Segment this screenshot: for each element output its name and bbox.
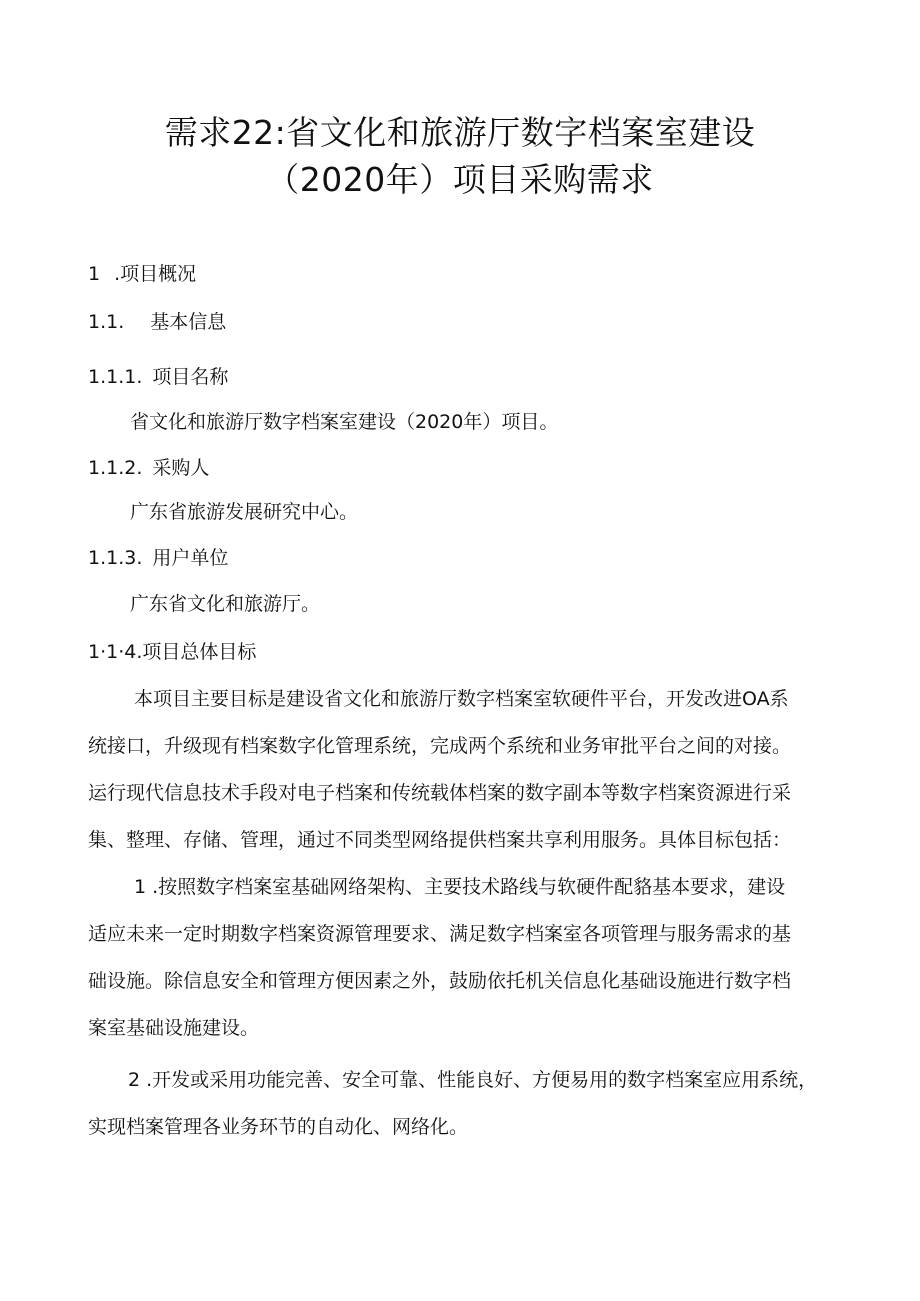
paragraph-line: 1 .按照数字档案室基础网络架构、主要技术路线与软硬件配貉基本要求，建设	[134, 876, 786, 898]
section-number: 1.1.3.	[88, 547, 143, 569]
goal-2-paragraph	[88, 1057, 833, 1151]
section-1-1-heading	[88, 309, 226, 335]
paragraph-line: 统接口，升级现有档案数字化管理系统，完成两个系统和业务审批平台之间的对接。	[88, 735, 792, 757]
purchaser-text: 广东省旅游发展研究中心。	[130, 501, 359, 523]
section-1-1-3-heading	[88, 545, 228, 571]
section-number: 1.1.2.	[88, 457, 143, 479]
paragraph-line: 集、整理、存储、管理，通过不同类型网络提供档案共享利用服务。具体目标包括：	[88, 829, 792, 851]
project-name-text: 省文化和旅游厅数字档案室建设（2020年）项目。	[130, 411, 559, 433]
paragraph-line: 适应未来一定时期数字档案资源管理要求、满足数字档案室各项管理与服务需求的基	[88, 923, 792, 945]
paragraph-line: 实现档案管理各业务环节的自动化、网络化。	[88, 1116, 469, 1138]
section-1-heading	[88, 261, 196, 287]
section-label: .项目概况	[114, 263, 197, 285]
paragraph-line: 2 .开发或采用功能完善、安全可靠、性能良好、方便易用的数字档案室应用系统，	[128, 1069, 818, 1091]
paragraph-line: 案室基础设施建设。	[88, 1017, 260, 1039]
section-number: 1.1.1.	[88, 366, 143, 388]
section-1-1-4-heading	[88, 639, 256, 665]
section-1-1-1-heading	[88, 364, 228, 390]
paragraph-line: 础设施。除信息安全和管理方便因素之外，鼓励依托机关信息化基础设施进行数字档	[88, 970, 792, 992]
document-title-line-2: （2020年）项目采购需求	[266, 160, 654, 199]
section-label: 项目名称	[152, 366, 229, 388]
document-title-line-1: 需求22:省文化和旅游厅数字档案室建设	[164, 113, 756, 152]
paragraph-line: 运行现代信息技术手段对电子档案和传统载体档案的数字副本等数字档案资源进行采	[88, 782, 792, 804]
section-number: 1	[88, 263, 101, 285]
section-number: 1·1·4.	[88, 641, 143, 663]
section-1-1-2-heading	[88, 455, 209, 481]
section-label: 用户单位	[152, 547, 229, 569]
section-label: 基本信息	[150, 311, 227, 333]
section-label: 项目总体目标	[142, 641, 257, 663]
goal-1-paragraph	[88, 864, 833, 1052]
section-label: 采购人	[152, 457, 210, 479]
paragraph-line: 本项目主要目标是建设省文化和旅游厅数字档案室软硬件平台，开发改进OA系	[134, 688, 789, 710]
user-unit-text: 广东省文化和旅游厅。	[130, 593, 321, 615]
section-number: 1.1.	[88, 311, 125, 333]
overall-goal-paragraph	[88, 676, 833, 864]
